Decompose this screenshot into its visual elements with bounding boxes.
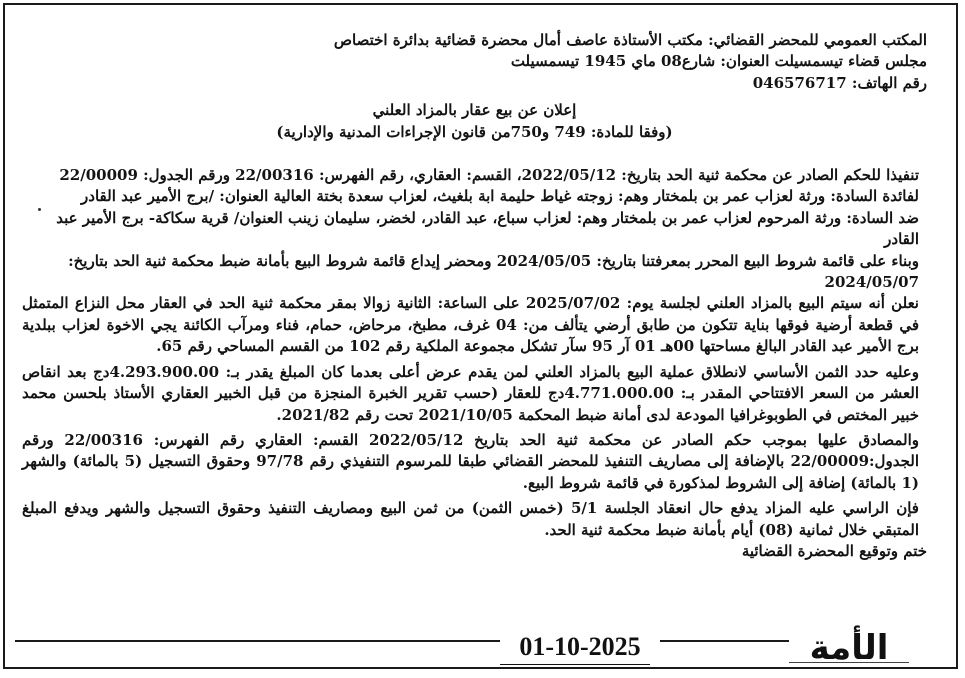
header-office-line: المكتب العمومي للمحضر القضائي: مكتب الأستاذة عاصف أمال محضرة قضائية بدائرة اختصاص (333, 31, 927, 49)
judgment-paragraph: تنفيذا للحكم الصادر عن محكمة ثنية الحد بتاريخ: 2022/05/12، القسم: العقاري، رقم الفهرس: 22/00316 ورقم الجدول: 22/00009 (59, 166, 919, 185)
newspaper-logo: الأمة (789, 633, 909, 665)
logo-underline (789, 662, 909, 669)
sale-announcement-paragraph: نعلن أنه سيتم البيع بالمزاد العلني لجلسة يوم: 2025/07/02 على الساعة: الثانية زوالا بمقر محكمة ثنية الحد في العقار محل النزاع المتمثل في قطعة أرضية فوقها بناية تتكون من طابق أرضي يتألف من: 04 غرف، مطبخ، مرحاض، حمام، فناء ومرآب الكائنة يجي الاخوة لعزاب ببلدية برج الأمير عبد القادر البالغ مساحتها 00هـ 01 آر 95 سآر تشكل مجموعة الملكية رقم 102 من القسم المساحي رقم 65. (22, 294, 919, 356)
payment-paragraph: فإن الراسي عليه المزاد يدفع حال انعقاد الجلسة 5/1 (خمس الثمن) من ثمن البيع ومصاريف التنفيذ وحقوق التسجيل والشهر ويدفع المبلغ المتبقي خلال ثمانية (08) أيام بأمانة ضبط محكمة ثنية الحد. (22, 499, 919, 539)
header-phone-line: رقم الهاتف: 046576717 (752, 73, 927, 92)
notice-subtitle: (وفقا للمادة: 749 و750من قانون الإجراءات المدنية والإدارية) (276, 122, 673, 141)
signature-line: ختم وتوقيع المحضرة القضائية (741, 541, 927, 560)
header-address-line: مجلس قضاء تيسمسيلت العنوان: شارع08 ماي 1945 تيسمسيلت (510, 52, 927, 71)
notice-title: إعلان عن بيع عقار بالمزاد العلني (372, 101, 577, 120)
base-price-paragraph: وعليه حدد الثمن الأساسي لانطلاق عملية البيع بالمزاد العلني لمن يقدم عرض أعلى بعدما كان المبلغ يقدر بـ: 4.293.900.00دج بعد انقاص العشر من السعر الافتتاحي المقدر بـ: 4.771.000.00دج للعقار (حسب تقرير الخبرة المنجزة من قبل الخبير العقاري الأستاذ بلحسن محمد خبير المختص في الطوبوغرافيا المودعة لدى أمانة ضبط المحكمة 2021/10/05 تحت رقم 2021/82. (22, 362, 919, 424)
defendants-paragraph: ضد السادة: ورثة المرحوم لعزاب عمر بن بلمختار وهم: لعزاب سباع، عبد القادر، لخضر، سليمان زينب العنوان/ قرية سكاكة- برج الأمير عبد القادر (56, 208, 919, 249)
approval-paragraph: والمصادق عليها بموجب حكم الصادر عن محكمة ثنية الحد بتاريخ 2022/05/12 القسم: العقاري رقم الفهرس: 22/00316 ورقم الجدول:22/00009 بالإضافة إلى مصاريف التنفيذ للمحضر القضائي طبقا للمرسوم التنفيذي رقم 97/78 وحقوق التسجيل (5 بالمائة) والشهر (1 بالمائة) إضافة إلى الشروط لمذكورة في قائمة شروط البيع. (22, 430, 920, 492)
notice-content (22, 30, 927, 562)
conditions-paragraph: وبناء على قائمة شروط البيع المحرر بمعرفتنا بتاريخ: 2024/05/05 ومحضر إيداع قائمة شروط البيع بأمانة ضبط محكمة ثنية الحد بتاريخ: 2024/05/07 (68, 251, 919, 292)
stray-dot (38, 208, 41, 211)
date-underline (500, 664, 650, 665)
footer-rule (15, 640, 905, 642)
publication-date: 01-10-2025 (500, 630, 660, 666)
beneficiaries-paragraph: لفائدة السادة: ورثة لعزاب عمر بن بلمختار وهم: زوجته غياط حليمة ابة بلغيث، لعزاب سعدة بختة العالية العنوان: /برج الأمير عبد القادر (81, 187, 919, 206)
